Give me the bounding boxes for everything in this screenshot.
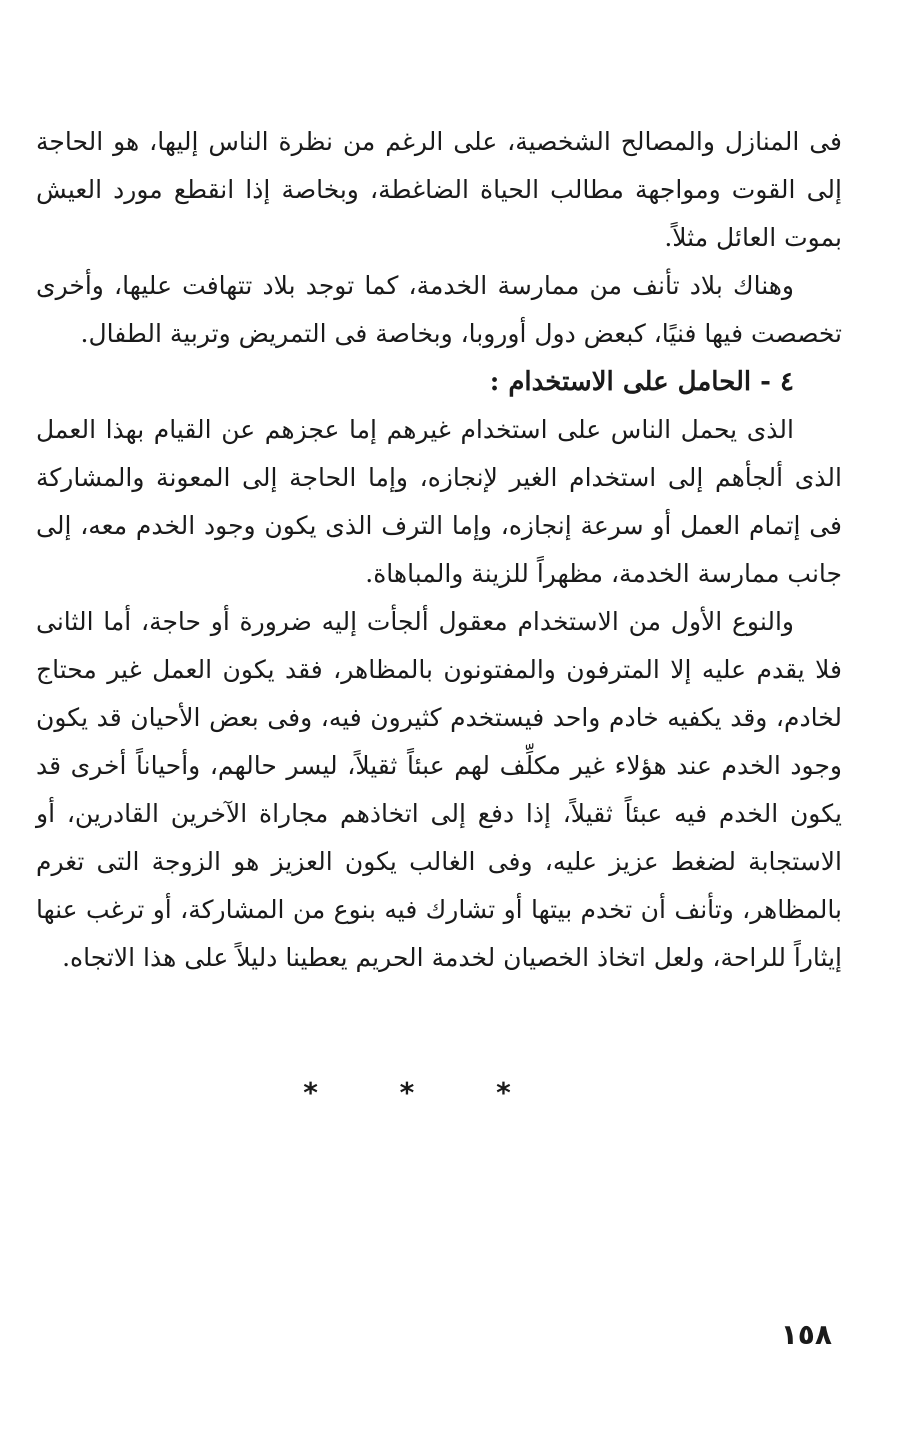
paragraph-4: والنوع الأول من الاستخدام معقول ألجأت إليه ضرورة أو حاجة، أما الثانى فلا يقدم عليه إلا المترفون والمفتونون بالمظاهر، فقد يكون العمل غير محتاج لخادم، وقد يكفيه خادم واحد فيستخدم كثيرون فيه، وفى بعض الأحيان قد يكون وجود الخدم عند هؤلاء غير مكلِّف لهم عبئاً ثقيلاً، ليسر حالهم، وأحياناً أخرى قد يكون الخدم فيه عبئاً ثقيلاً، إذا دفع إلى اتخاذهم مجاراة الآخرين القادرين، أو الاستجابة لضغط عزيز عليه، وفى الغالب يكون العزيز هو الزوجة التى تغرم بالمظاهر، وتأنف أن تخدم بيتها أو تشارك فيه بنوع من المشاركة، أو ترغب عنها إيثاراً للراحة، ولعل اتخاذ الخصيان لخدمة الحريم يعطينا دليلاً على هذا الاتجاه. (36, 607, 842, 972)
paragraph-3: الذى يحمل الناس على استخدام غيرهم إما عجزهم عن القيام بهذا العمل الذى ألجأهم إلى استخدام الغير لإنجازه، وإما الحاجة إلى المعونة والمشاركة فى إتمام العمل أو سرعة إنجازه، وإما الترف الذى يكون وجود الخدم معه، إلى جانب ممارسة الخدمة، مظهراً للزينة والمباهاة. (36, 415, 842, 588)
section-separator: * * * (303, 1076, 547, 1109)
body-text (36, 118, 842, 982)
page-number: ١٥٨ (780, 1318, 832, 1351)
paragraph-1: فى المنازل والمصالح الشخصية، على الرغم من نظرة الناس إليها، هو الحاجة إلى القوت ومواجهة مطالب الحياة الضاغطة، وبخاصة إذا انقطع مورد العيش بموت العائل مثلاً. (36, 127, 842, 252)
paragraph-2: وهناك بلاد تأنف من ممارسة الخدمة، كما توجد بلاد تتهافت عليها، وأخرى تخصصت فيها فنيًا، كبعض دول أوروبا، وبخاصة فى التمريض وتربية الطفال. (36, 271, 842, 348)
section-heading: ٤ - الحامل على الاستخدام : (489, 367, 794, 397)
